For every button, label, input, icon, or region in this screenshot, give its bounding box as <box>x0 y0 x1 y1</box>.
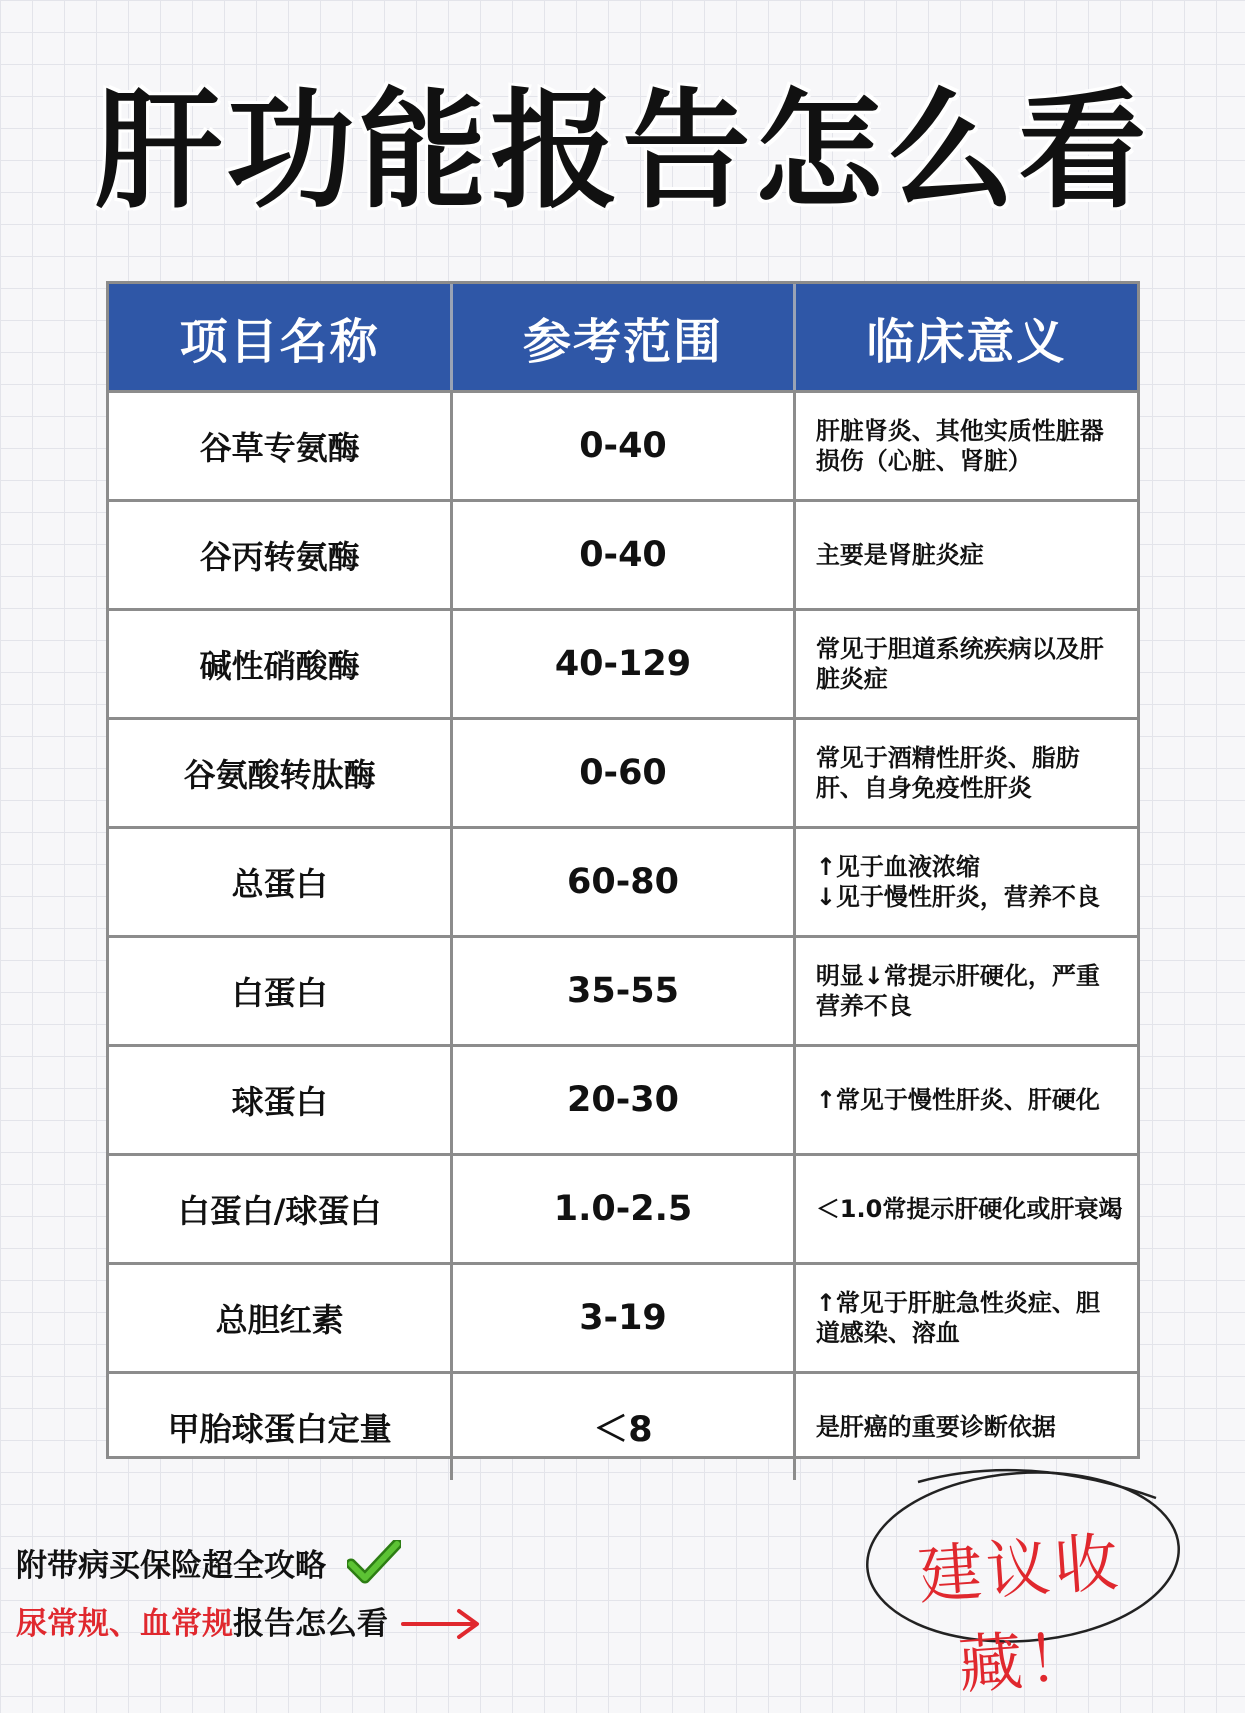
item-name: 白蛋白 <box>109 937 452 1046</box>
clinical-meaning: 主要是肾脏炎症 <box>794 501 1137 610</box>
table-row <box>109 1155 1137 1264</box>
clinical-meaning: ↑常见于肝脏急性炎症、胆道感染、溶血 <box>794 1264 1137 1373</box>
header-clinical-meaning: 临床意义 <box>794 284 1137 392</box>
item-name: 甲胎球蛋白定量 <box>109 1373 452 1481</box>
table-row <box>109 501 1137 610</box>
reference-range: 0-40 <box>452 392 795 501</box>
table-row <box>109 610 1137 719</box>
table-row <box>109 937 1137 1046</box>
clinical-meaning: ↑常见于慢性肝炎、肝硬化 <box>794 1046 1137 1155</box>
item-name: 谷氨酸转肽酶 <box>109 719 452 828</box>
stamp-text: 建议收藏！ <box>915 1526 1125 1704</box>
report-guide-link[interactable] <box>16 1598 481 1648</box>
table-row <box>109 392 1137 501</box>
page-title: 肝功能报告怎么看 <box>94 77 1151 226</box>
table-row <box>109 719 1137 828</box>
item-name: 总胆红素 <box>109 1264 452 1373</box>
clinical-meaning: 常见于胆道系统疾病以及肝脏炎症 <box>794 610 1137 719</box>
arrow-right-icon <box>401 1608 481 1648</box>
reference-range: 1.0-2.5 <box>452 1155 795 1264</box>
insurance-guide-link[interactable] <box>16 1540 401 1592</box>
clinical-meaning: ＜1.0常提示肝硬化或肝衰竭 <box>794 1155 1137 1264</box>
reference-range: 3-19 <box>452 1264 795 1373</box>
clinical-meaning: 明显↓常提示肝硬化，严重营养不良 <box>794 937 1137 1046</box>
table-header-row <box>109 284 1137 392</box>
reference-range: 0-40 <box>452 501 795 610</box>
clinical-meaning: 是肝癌的重要诊断依据 <box>815 1413 1056 1441</box>
item-name: 球蛋白 <box>109 1046 452 1155</box>
table-row <box>109 1046 1137 1155</box>
clinical-meaning-line: ↓见于慢性肝炎，营养不良 <box>815 883 1100 911</box>
reference-range: 40-129 <box>452 610 795 719</box>
clinical-meaning: 肝脏肾炎、其他实质性脏器损伤（心脏、肾脏） <box>794 392 1137 501</box>
item-name: 谷草专氨酶 <box>109 392 452 501</box>
table-row <box>109 828 1137 937</box>
reference-range: 0-60 <box>452 719 795 828</box>
clinical-meaning-line: ↑见于血液浓缩 <box>815 853 980 881</box>
item-name: 白蛋白/球蛋白 <box>109 1155 452 1264</box>
reference-range: 20-30 <box>452 1046 795 1155</box>
bookmark-stamp <box>858 1460 1188 1704</box>
table-row <box>109 1264 1137 1373</box>
item-name: 碱性硝酸酶 <box>109 610 452 719</box>
header-item-name: 项目名称 <box>109 284 452 392</box>
item-name: 谷丙转氨酶 <box>109 501 452 610</box>
report-guide-text: 报告怎么看 <box>233 1606 388 1642</box>
reference-range: 60-80 <box>452 828 795 937</box>
report-guide-highlight: 尿常规、血常规 <box>16 1606 233 1642</box>
insurance-guide-text: 附带病买保险超全攻略 <box>16 1548 326 1584</box>
reference-range: 35-55 <box>452 937 795 1046</box>
liver-function-table <box>106 281 1140 1459</box>
check-icon <box>347 1540 401 1592</box>
reference-range: ＜8 <box>452 1373 795 1481</box>
header-reference-range: 参考范围 <box>452 284 795 392</box>
item-name: 总蛋白 <box>109 828 452 937</box>
clinical-meaning: 常见于酒精性肝炎、脂肪肝、自身免疫性肝炎 <box>794 719 1137 828</box>
clinical-meaning <box>794 828 1137 937</box>
